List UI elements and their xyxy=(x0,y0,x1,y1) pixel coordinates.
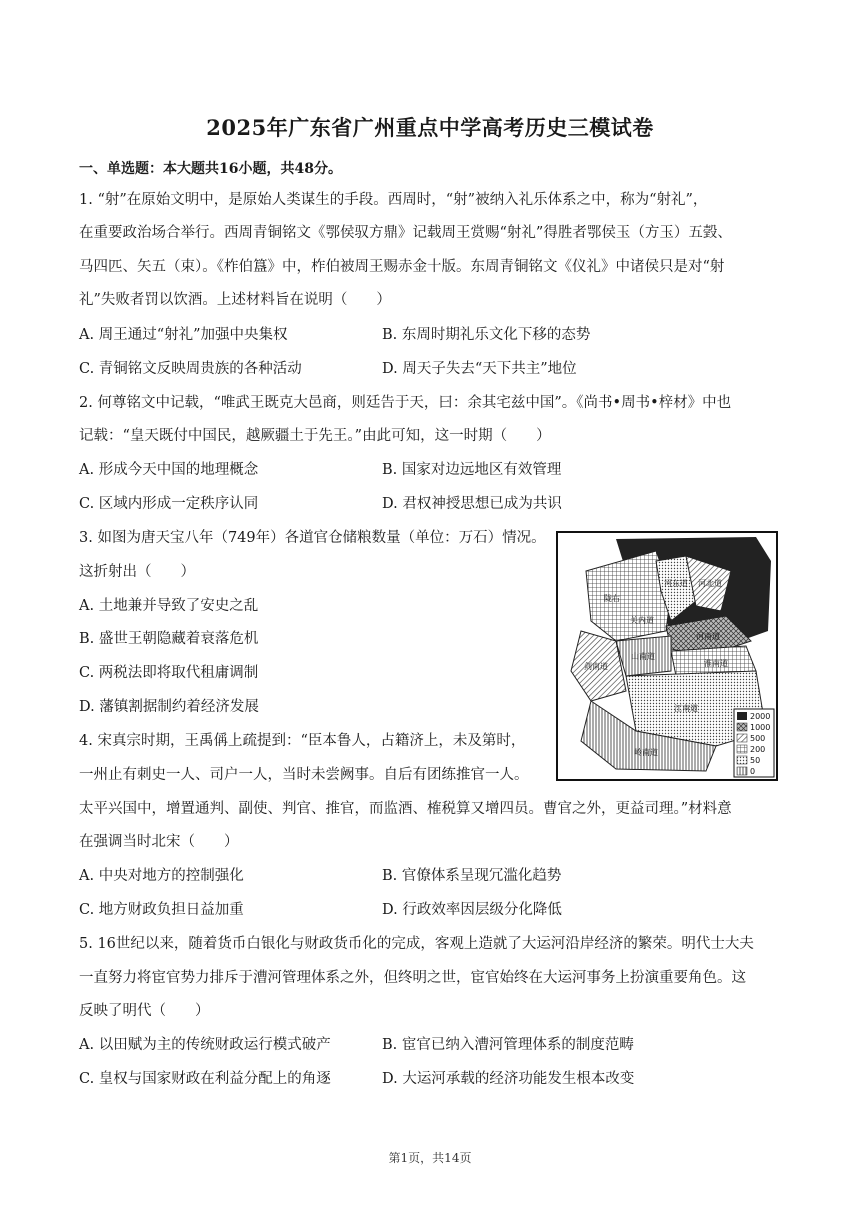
q4-line-2: 一州止有刺史一人、司户一人，当时未尝阙事。自后有团练推官一人。 xyxy=(79,767,529,783)
map-label-shannan: 山南道 xyxy=(631,652,655,661)
legend-label-0: 0 xyxy=(750,767,756,776)
map-label-huainan: 淮南道 xyxy=(704,659,728,668)
map-label-hebei: 河北道 xyxy=(698,579,722,588)
legend-swatch-0 xyxy=(737,767,747,775)
map-label-guannei: 关内道 xyxy=(630,616,654,625)
q4-line-3: 太平兴国中，增置通判、副使、判官、推官，而监酒、榷税算又增四员。曹官之外，更益司理。”材料意 xyxy=(79,801,732,817)
q4-option-c[interactable]: C. 地方财政负担日益加重 xyxy=(79,902,244,918)
map-label-jiangnan: 江南道 xyxy=(674,704,698,713)
page-title: 2025年广东省广州重点中学高考历史三模试卷 xyxy=(206,115,654,140)
q5-option-b[interactable]: B. 宦官已纳入漕河管理体系的制度范畴 xyxy=(382,1037,634,1053)
q3-option-c[interactable]: C. 两税法即将取代租庸调制 xyxy=(79,665,259,681)
q4-line-4: 在强调当时北宋（ ） xyxy=(79,834,239,850)
legend-swatch-1000 xyxy=(737,723,747,731)
q3-option-a[interactable]: A. 土地兼并导致了安史之乱 xyxy=(79,598,259,614)
q1-line-3: 马四匹、矢五（束）。《柞伯簋》中，柞伯被周王赐赤金十版。东周青铜铭文《仪礼》中诸侯只是对“射 xyxy=(79,259,725,275)
legend-label-200: 200 xyxy=(750,745,766,754)
page-footer: 第1页，共14页 xyxy=(388,1151,472,1165)
q1-line-4: 礼”失败者罚以饮酒。上述材料旨在说明（ ） xyxy=(79,292,391,308)
q5-option-c[interactable]: C. 皇权与国家财政在利益分配上的角逐 xyxy=(79,1071,331,1087)
map-label-longyou: 陇右 xyxy=(604,594,620,603)
q2-option-a[interactable]: A. 形成今天中国的地理概念 xyxy=(79,462,259,478)
q5-line-1: 5. 16世纪以来，随着货币白银化与财政货币化的完成，客观上造就了大运河沿岸经济的繁荣。明代士大夫 xyxy=(79,936,754,952)
q3-line-1: 3. 如图为唐天宝八年（749年）各道官仓储粮数量（单位：万石）情况。 xyxy=(79,530,546,546)
q4-line-1: 4. 宋真宗时期，王禹偁上疏提到：“臣本鲁人，占籍济上，未及第时， xyxy=(79,733,526,749)
q1-line-2: 在重要政治场合举行。西周青铜铭文《鄂侯驭方鼎》记载周王赏赐“射礼”得胜者鄂侯玉（方玉）五瑴、 xyxy=(79,225,732,241)
map-label-henan: 河南道 xyxy=(696,632,720,641)
q5-line-3: 反映了明代（ ） xyxy=(79,1003,210,1019)
q3-line-2: 这折射出（ ） xyxy=(79,564,195,580)
legend-label-50: 50 xyxy=(750,756,761,765)
q2-option-c[interactable]: C. 区域内形成一定秩序认同 xyxy=(79,496,259,512)
legend-swatch-50 xyxy=(737,756,747,764)
map-label-jiannan: 剑南道 xyxy=(584,662,608,671)
map-label-hedong: 河东道 xyxy=(664,579,688,588)
legend-swatch-500 xyxy=(737,734,747,742)
q4-option-d[interactable]: D. 行政效率因层级分化降低 xyxy=(382,902,562,918)
q5-option-a[interactable]: A. 以田赋为主的传统财政运行模式破产 xyxy=(79,1037,331,1053)
q4-option-a[interactable]: A. 中央对地方的控制强化 xyxy=(79,868,244,884)
map-graphic xyxy=(556,531,778,781)
map-label-lingnan: 岭南道 xyxy=(634,748,658,757)
q1-option-d[interactable]: D. 周天子失去“天下共主”地位 xyxy=(382,361,577,377)
q2-line-2: 记载：“皇天既付中国民，越厥疆土于先王。”由此可知，这一时期（ ） xyxy=(79,428,551,444)
q1-option-a[interactable]: A. 周王通过“射礼”加强中央集权 xyxy=(79,327,288,343)
legend-label-2000: 2000 xyxy=(750,712,771,721)
legend-label-500: 500 xyxy=(750,734,766,743)
legend-swatch-200 xyxy=(737,745,747,753)
q5-option-d[interactable]: D. 大运河承载的经济功能发生根本改变 xyxy=(382,1071,635,1087)
q3-option-d[interactable]: D. 藩镇割据制约着经济发展 xyxy=(79,699,259,715)
q1-line-1: 1. “射”在原始文明中，是原始人类谋生的手段。西周时，“射”被纳入礼乐体系之中，称为“射礼”， xyxy=(79,192,708,208)
legend-swatch-2000 xyxy=(737,712,747,720)
q4-option-b[interactable]: B. 官僚体系呈现冗滥化趋势 xyxy=(382,868,562,884)
tang-granary-map xyxy=(556,531,778,781)
q2-line-1: 2. 何尊铭文中记载，“唯武王既克大邑商，则廷告于天，曰：余其宅兹中国”。《尚书•周书•梓材》中也 xyxy=(79,395,732,411)
q1-option-c[interactable]: C. 青铜铭文反映周贵族的各种活动 xyxy=(79,361,302,377)
section-heading: 一、单选题：本大题共16小题，共48分。 xyxy=(79,161,342,177)
q2-option-b[interactable]: B. 国家对边远地区有效管理 xyxy=(382,462,562,478)
q3-option-b[interactable]: B. 盛世王朝隐藏着衰落危机 xyxy=(79,631,259,647)
q2-option-d[interactable]: D. 君权神授思想已成为共识 xyxy=(382,496,562,512)
q1-option-b[interactable]: B. 东周时期礼乐文化下移的态势 xyxy=(382,327,591,343)
q5-line-2: 一直努力将宦官势力排斥于漕河管理体系之外，但终明之世，宦官始终在大运河事务上扮演重要角色。这 xyxy=(79,970,746,986)
legend-label-1000: 1000 xyxy=(750,723,771,732)
